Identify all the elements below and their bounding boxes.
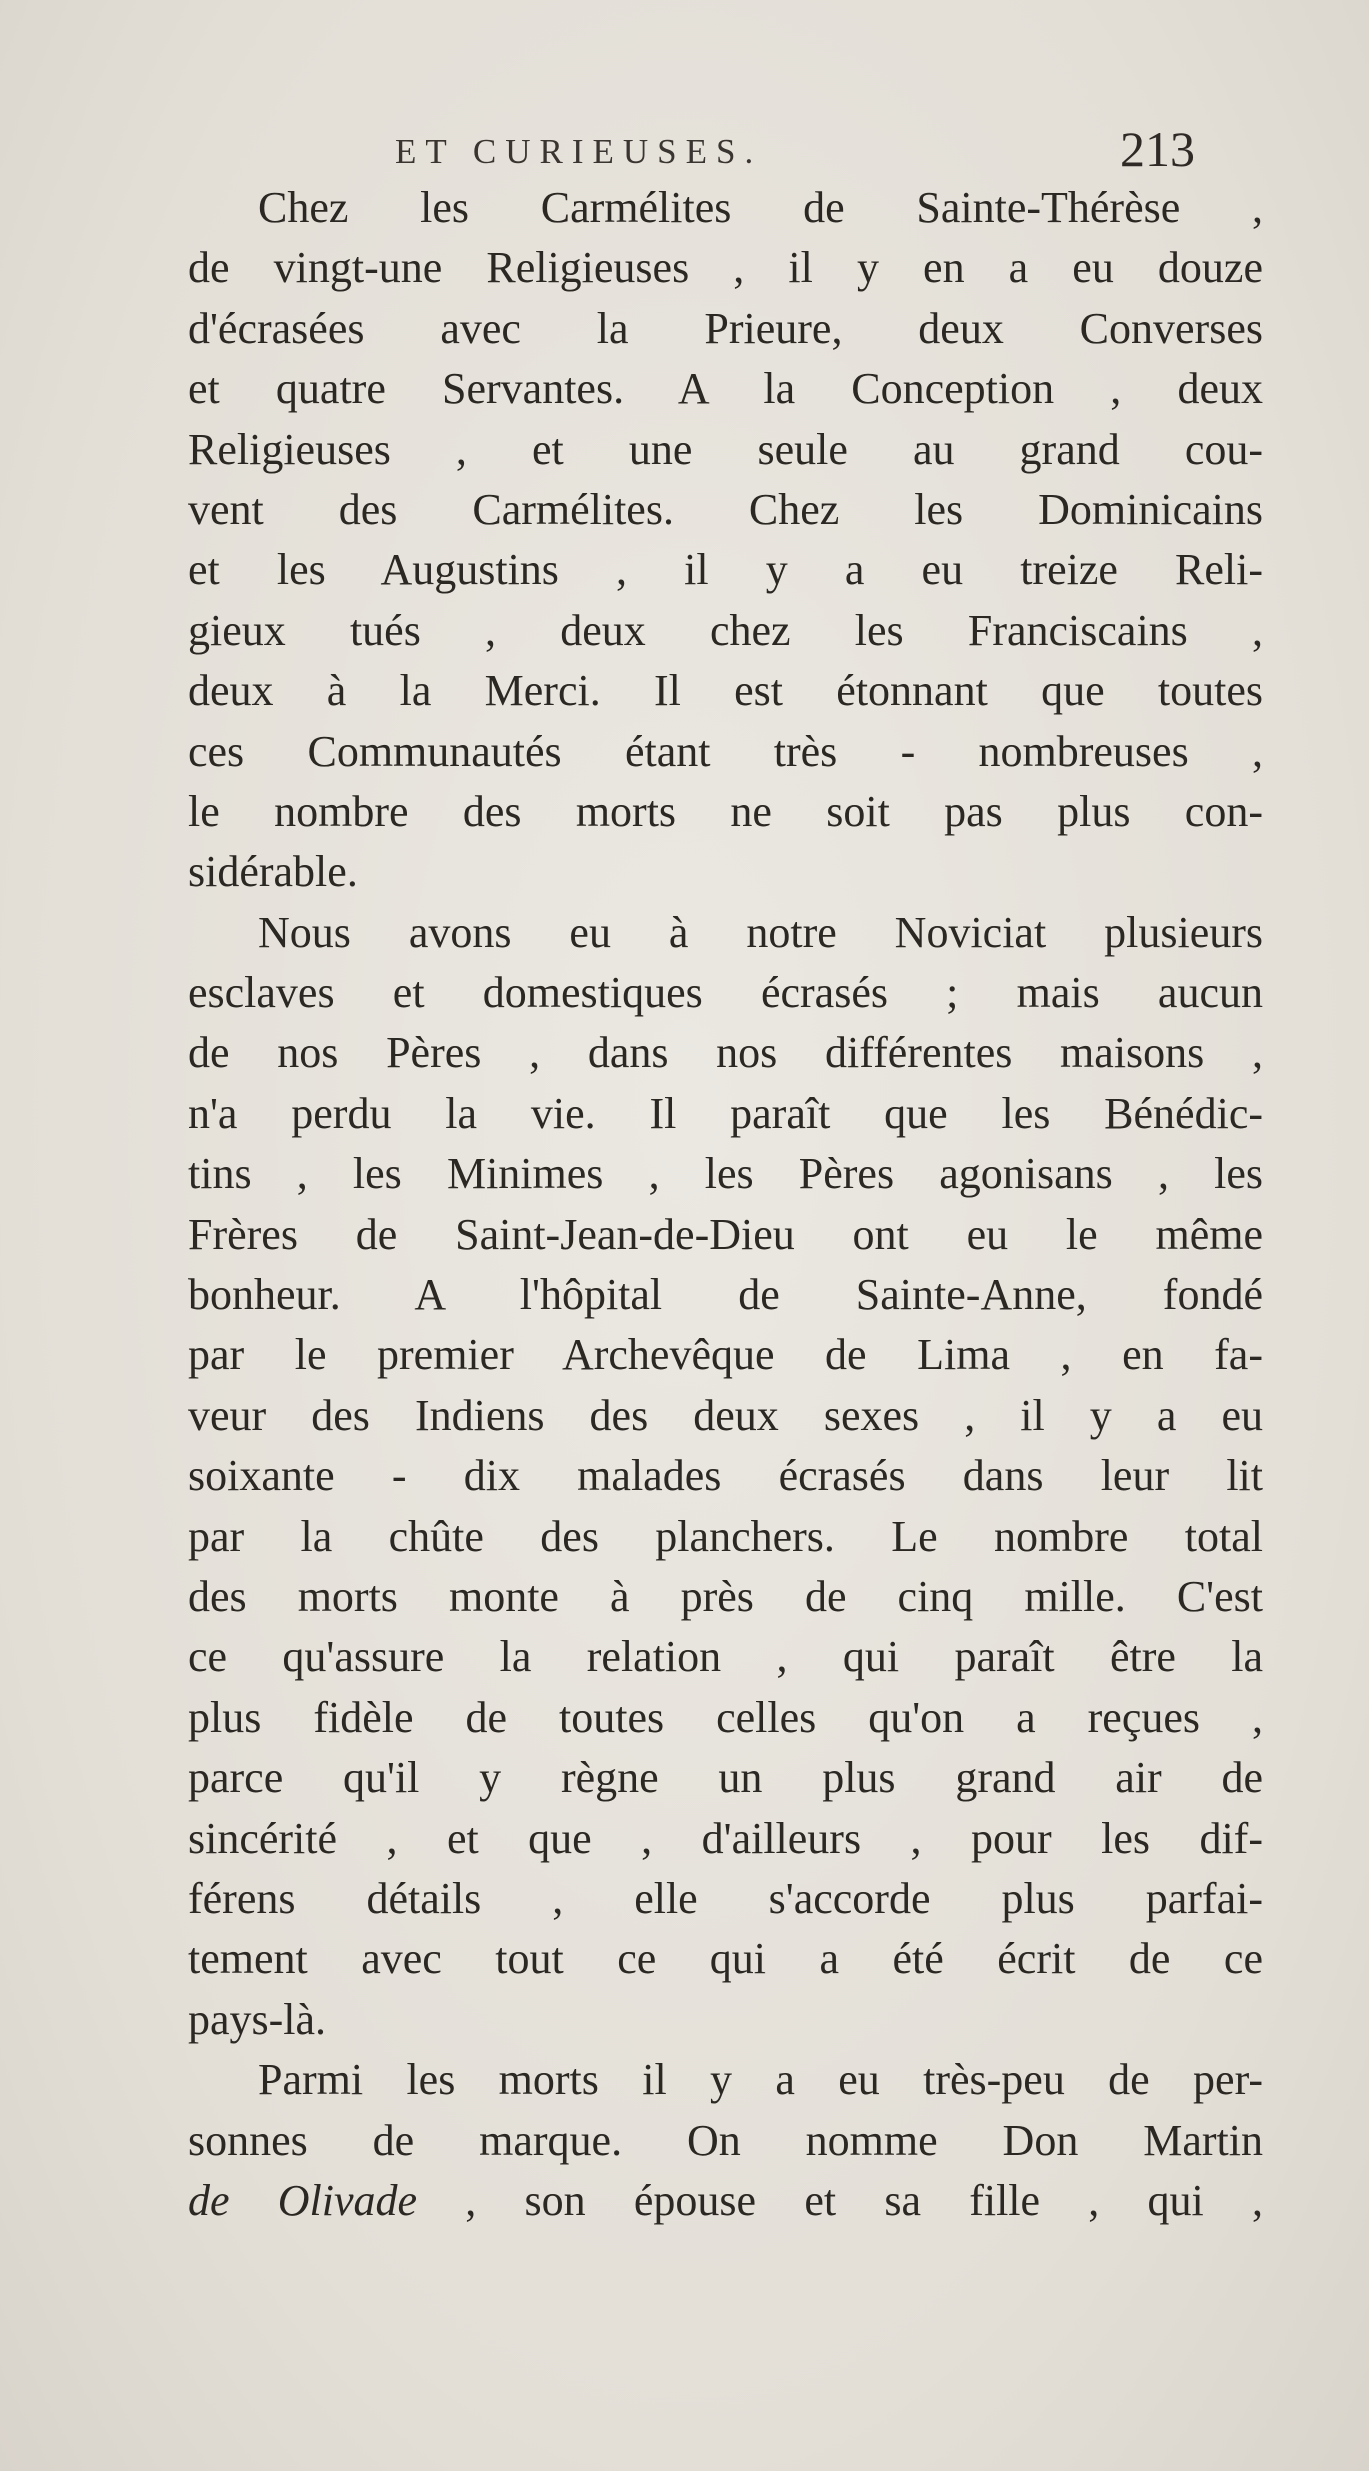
text-line: Religieuses , et une seule au grand cou- [188,424,1263,474]
text-line: ce qu'assure la relation , qui paraît être la [188,1632,1263,1682]
text-line: plus fidèle de toutes celles qu'on a reçues , [188,1692,1263,1742]
page-number: 213 [1120,121,1195,177]
text-line: n'a perdu la vie. Il paraît que les Bénédic- [188,1088,1263,1138]
text-line: gieux tués , deux chez les Franciscains , [188,605,1263,655]
text-line: sonnes de marque. On nomme Don Martin [188,2115,1263,2165]
text-line: soixante - dix malades écrasés dans leur lit [188,1451,1263,1501]
text-line: ces Communautés étant très - nombreuses , [188,726,1263,776]
text-line: de nos Pères , dans nos différentes maisons , [188,1028,1263,1078]
paragraph-noviciat [188,903,1263,2050]
running-title: ET CURIEUSES. [395,132,763,171]
text-line: Frères de Saint-Jean-de-Dieu ont eu le même [188,1209,1263,1259]
text-line: des morts monte à près de cinq mille. C'est [188,1571,1263,1621]
text-line: et quatre Servantes. A la Conception , deux [188,364,1263,414]
text-line-final [188,2171,1263,2231]
text-line: sincérité , et que , d'ailleurs , pour les dif- [188,1813,1263,1863]
text-line: Parmi les morts il y a eu très-peu de per- [258,2055,1263,2105]
final-line-rest: , son épouse et sa fille , qui , [417,2175,1264,2225]
text-line: sidérable. [188,847,358,897]
text-line: le nombre des morts ne soit pas plus con- [188,786,1263,836]
text-line: tins , les Minimes , les Pères agonisans , les [188,1149,1263,1199]
text-line: tement avec tout ce qui a été écrit de ce [188,1934,1263,1984]
text-line: et les Augustins , il y a eu treize Reli- [188,545,1263,595]
paragraph-parmi [188,2050,1263,2231]
text-line: d'écrasées avec la Prieure, deux Converses [188,303,1263,353]
text-line: par le premier Archevêque de Lima , en fa- [188,1330,1263,1380]
text-line: Nous avons eu à notre Noviciat plusieurs [258,907,1263,957]
text-line: pays-là. [188,1994,327,2044]
text-line: de vingt-une Religieuses , il y en a eu douze [188,243,1263,293]
text-line: esclaves et domestiques écrasés ; mais aucun [188,968,1263,1018]
text-line: vent des Carmélites. Chez les Dominicains [188,484,1263,534]
text-line: deux à la Merci. Il est étonnant que toutes [188,666,1263,716]
text-line: bonheur. A l'hôpital de Sainte-Anne, fondé [188,1270,1263,1320]
text-line: Chez les Carmélites de Sainte-Thérèse , [258,183,1263,232]
text-line: par la chûte des planchers. Le nombre total [188,1511,1263,1561]
paragraph-carmelites [188,178,1263,903]
text-line: férens détails , elle s'accorde plus parfai- [188,1873,1263,1923]
body-text [188,178,1263,2231]
italic-name: de Olivade [188,2175,418,2225]
text-line: veur des Indiens des deux sexes , il y a eu [188,1390,1263,1440]
text-line: parce qu'il y règne un plus grand air de [188,1753,1263,1803]
